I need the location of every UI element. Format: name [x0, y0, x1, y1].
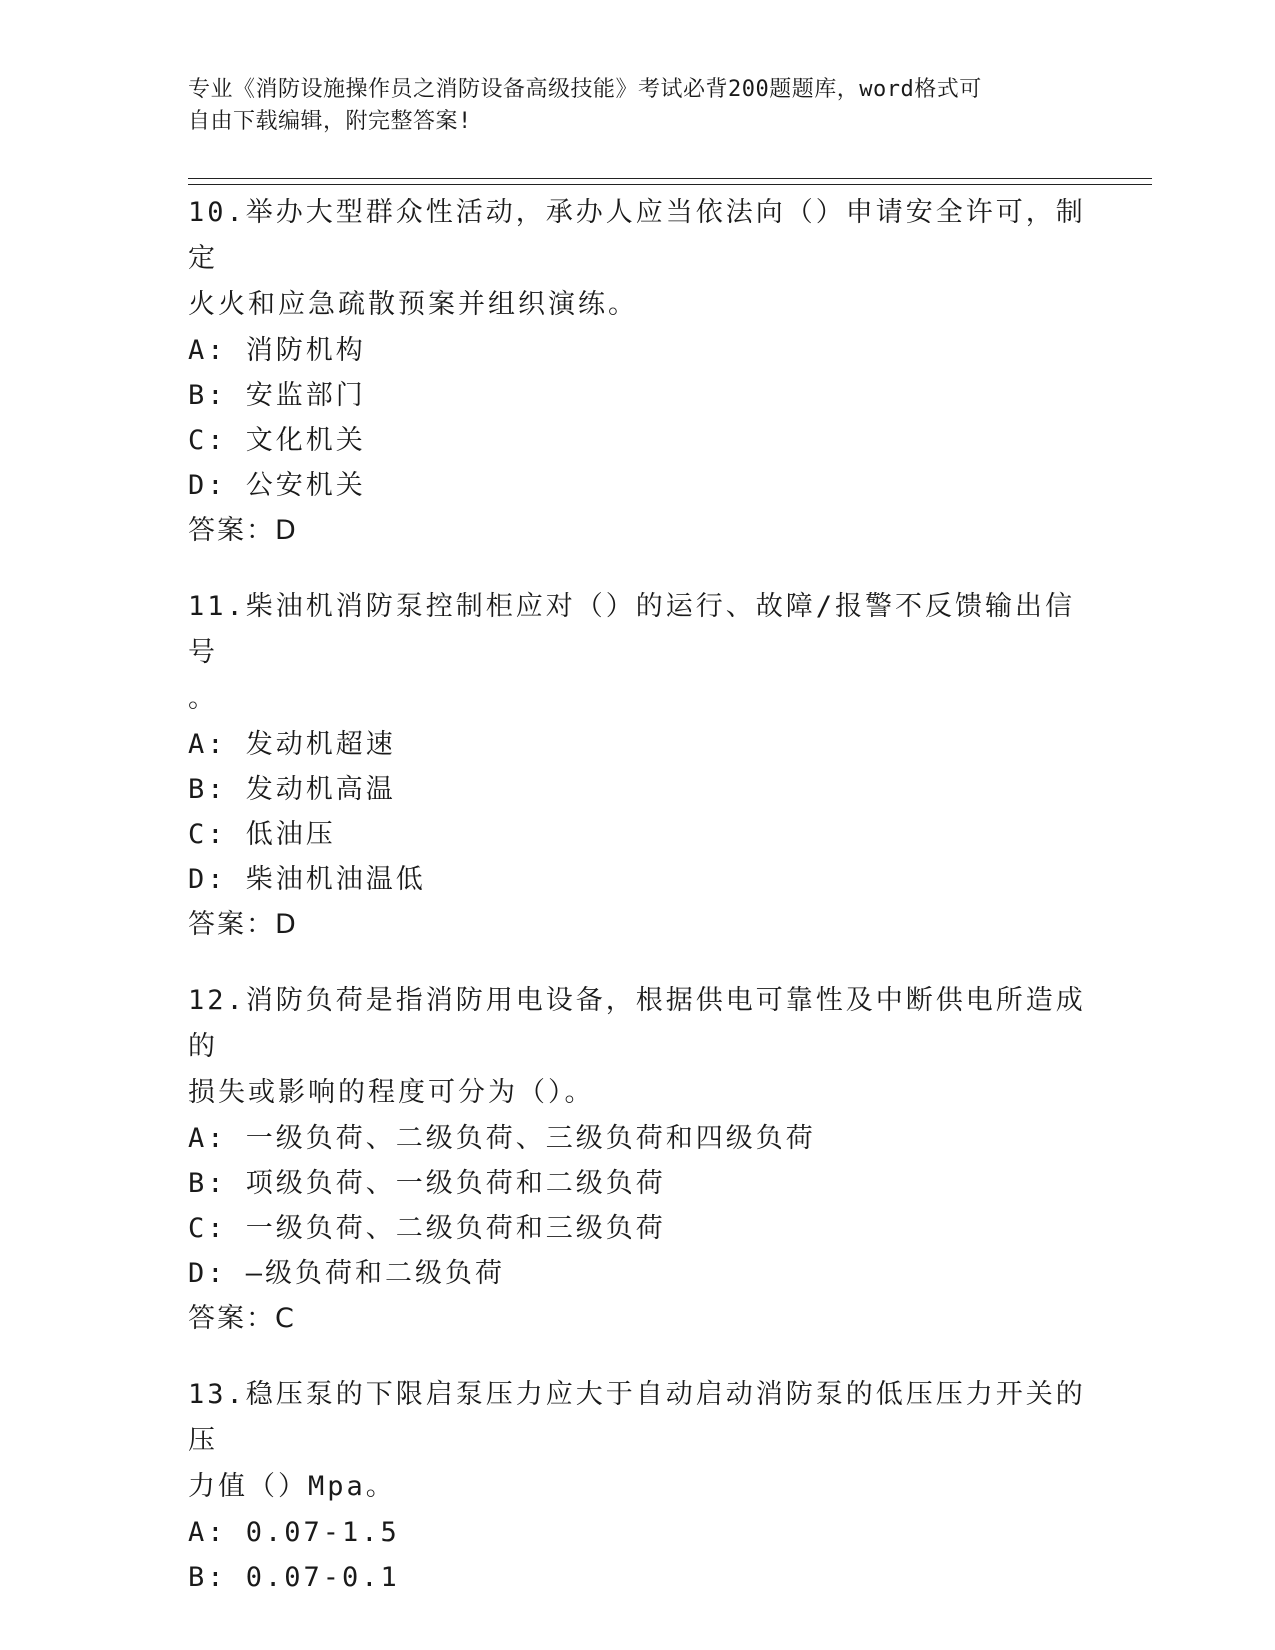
answer: 答案：D [188, 909, 298, 940]
question-11 [188, 584, 1088, 948]
option-b: B: 发动机高温 [188, 774, 396, 805]
option-a: A: 0.07-1.5 [188, 1517, 400, 1548]
question-stem-line-2: 力值（）Mpa。 [188, 1471, 396, 1502]
question-stem [188, 1372, 1088, 1510]
question-stem-line-1: 13.稳压泵的下限启泵压力应大于自动启动消防泵的低压压力开关的压 [188, 1379, 1086, 1456]
question-stem-line-1: 12.消防负荷是指消防用电设备，根据供电可靠性及中断供电所造成的 [188, 985, 1086, 1062]
question-list [188, 190, 1088, 1630]
option-a: A: 消防机构 [188, 335, 366, 366]
question-12 [188, 978, 1088, 1342]
question-stem-line-1: 10.举办大型群众性活动，承办人应当依法向（）申请安全许可，制定 [188, 197, 1086, 274]
question-stem [188, 190, 1088, 328]
option-c: C: 文化机关 [188, 425, 366, 456]
option-d: D: 公安机关 [188, 470, 366, 501]
option-b: B: 0.07-0.1 [188, 1562, 400, 1593]
document-header [188, 74, 1078, 138]
option-c: C: 一级负荷、二级负荷和三级负荷 [188, 1213, 666, 1244]
option-d: D: —级负荷和二级负荷 [188, 1258, 506, 1289]
answer: 答案：D [188, 515, 298, 546]
header-divider-top [188, 178, 1152, 179]
question-stem [188, 978, 1088, 1116]
header-line-1: 专业《消防设施操作员之消防设备高级技能》考试必背200题题库，word格式可 [188, 77, 982, 102]
answer: 答案：C [188, 1303, 296, 1334]
option-d: D: 柴油机油温低 [188, 864, 426, 895]
question-stem-line-2: 损失或影响的程度可分为（）。 [188, 1077, 595, 1108]
question-stem-line-1: 11.柴油机消防泵控制柜应对（）的运行、故障/报警不反馈输出信号 [188, 591, 1076, 668]
option-b: B: 项级负荷、一级负荷和二级负荷 [188, 1168, 666, 1199]
header-divider-bottom [188, 184, 1152, 185]
option-a: A: 发动机超速 [188, 729, 396, 760]
question-stem-line-2: 火火和应急疏散预案并组织演练。 [188, 289, 638, 320]
question-stem [188, 584, 1088, 722]
option-c: C: 低油压 [188, 819, 336, 850]
header-line-2: 自由下载编辑，附完整答案! [188, 109, 472, 134]
option-b: B: 安监部门 [188, 380, 366, 411]
question-stem-line-2: 。 [188, 683, 218, 714]
option-a: A: 一级负荷、二级负荷、三级负荷和四级负荷 [188, 1123, 816, 1154]
question-10 [188, 190, 1088, 554]
question-13 [188, 1372, 1088, 1600]
